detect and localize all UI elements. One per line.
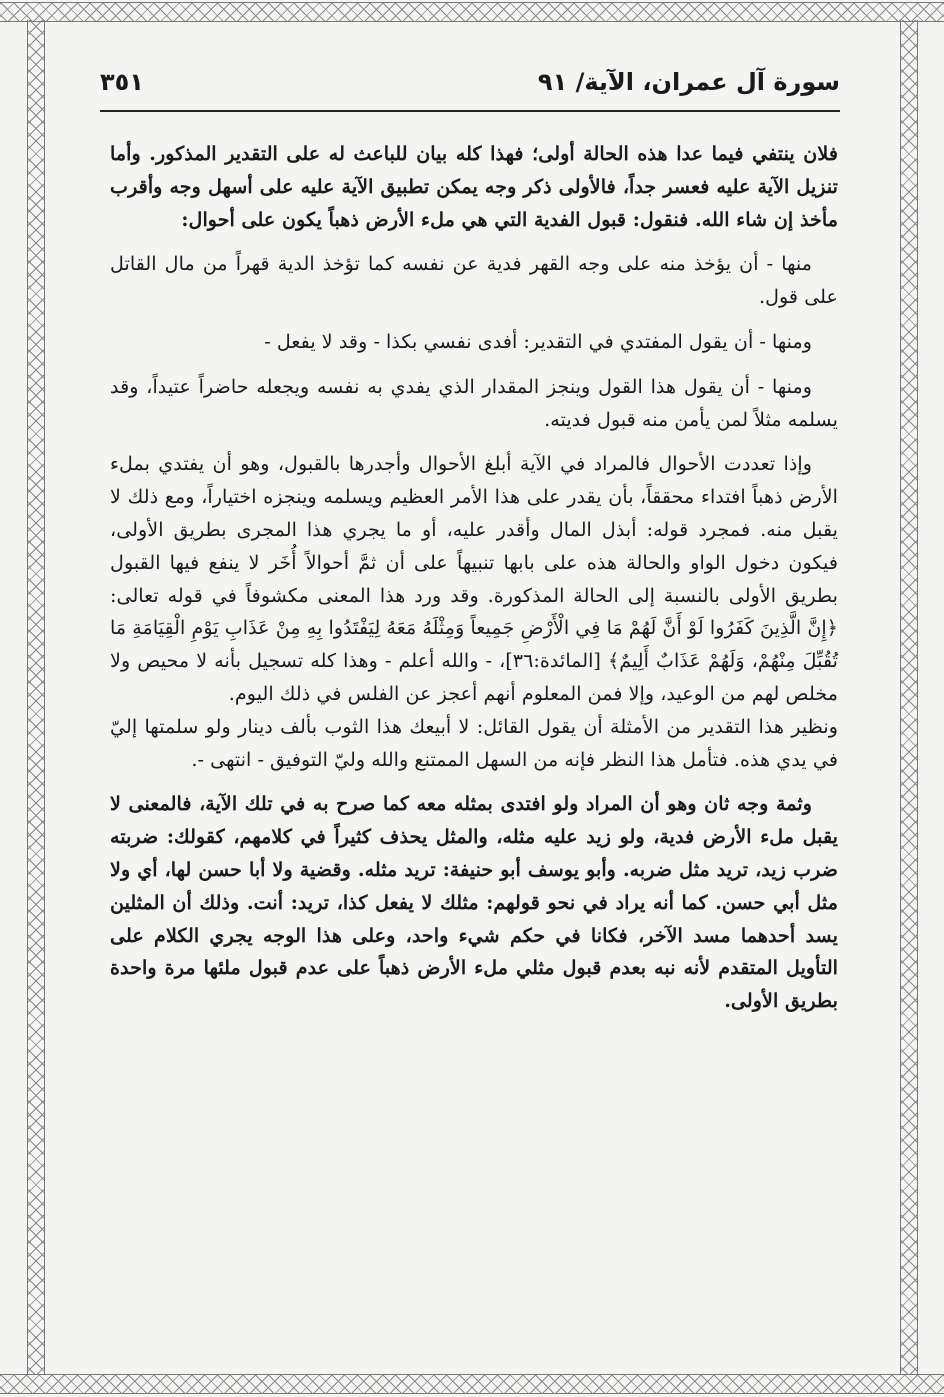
paragraph-3: ومنها - أن يقول المفتدي في التقدير: أفدى نفسي بكذا - وقد لا يفعل -: [264, 329, 812, 353]
paragraph-7: وثمة وجه ثان وهو أن المراد ولو افتدى بمثله معه كما صرح به في تلك الآية، فالمعنى لا يقبل ملء الأرض فدية، ولو زيد عليه مثله، والمثل يحذف كثيراً في كلامهم، كقولك: ضربته ضرب زيد، تريد مثل ضربه. وأبو يوسف أبو حنيفة: تريد مثله. وقضية ولا أبا حسن لها، أي ولا مثل أبي حسن. كما أنه يراد في نحو قولهم: مثلك لا يفعل كذا، تريد: أنت. وذلك أن المثلين يسد أحدهما مسد الآخر، فكانا في حكم شيء واحد، وعلى هذا الوجه يجري الكلام على التأويل المتقدم لأنه نبه بعدم قبول مثلي ملء الأرض ذهباً على عدم قبول ملئها مرة واحدة بطريق الأولى.: [110, 792, 838, 1013]
page-number: ٣٥١: [100, 68, 144, 96]
page-border-right: [900, 20, 918, 1374]
paragraph-6: ونظير هذا التقدير من الأمثلة أن يقول القائل: لا أبيعك هذا الثوب بألف دينار ولو سلمتها إليّ في يدي هذه. فتأمل هذا النظر فإنه من السهل الممتنع والله وليّ التوفيق - انتهى -.: [110, 714, 838, 771]
running-header: [100, 66, 840, 110]
header-rule: [100, 110, 840, 112]
surah-verse-title: سورة آل عمران، الآية/ ٩١: [537, 68, 840, 96]
paragraph-4: ومنها - أن يقول هذا القول وينجز المقدار الذي يفدي به نفسه ويجعله حاضراً عتيداً، وقد يسلمه مثلاً لمن يأمن منه قبول فديته.: [110, 374, 838, 431]
paragraph-5: وإذا تعددت الأحوال فالمراد في الآية أبلغ الأحوال وأجدرها بالقبول، وهو أن يفتدي بملء الأرض ذهباً افتداء محققاً، بأن يقدر على هذا الأمر العظيم ويسلمه وينجزه اختياراً، ومع ذلك لا يقبل منه. فمجرد قوله: أبذل المال وأقدر عليه، أو ما يجري هذا المجرى بطريق الأولى، فيكون دخول الواو والحالة هذه على بابها تنبيهاً على أن ثمَّ أحوالاً أُخَر لا ينفع فيها القبول بطريق الأولى بالنسبة إلى الحالة المذكورة. وقد ورد هذا المعنى مكشوفاً في قوله تعالى: ﴿إِنَّ الَّذِينَ كَفَرُوا لَوْ أَنَّ لَهُمْ مَا فِي الْأَرْضِ جَمِيعاً وَمِثْلَهُ مَعَهُ لِيَفْتَدُوا بِهِ مِنْ عَذَابِ يَوْمِ الْقِيَامَةِ مَا تُقُبِّلَ مِنْهُمْ، وَلَهُمْ عَذَابٌ أَلِيمٌ﴾ [المائدة:٣٦]، - والله أعلم - وهذا كله تسجيل بأنه لا محيص ولا مخلص لهم من الوعيد، وإلا فمن المعلوم أنهم أعجز عن الفلس في ذلك اليوم.: [110, 452, 839, 705]
page-border-left: [27, 20, 45, 1374]
page-border-bottom: [0, 1374, 944, 1394]
page-border-top: [0, 2, 944, 22]
paragraph-2: منها - أن يؤخذ منه على وجه القهر فدية عن نفسه كما تؤخذ الدية قهراً من مال القاتل على قول.: [110, 252, 838, 309]
page-body: [110, 138, 838, 1030]
paragraph-1: فلان ينتفي فيما عدا هذه الحالة أولى؛ فهذا كله بيان للباعث له على التقدير المذكور. وأما تنزيل الآية عليه فعسر جداً، فالأولى ذكر وجه يمكن تطبيق الآية عليه على أسهل وجه وأقرب مأخذ إن شاء الله. فنقول: قبول الفدية التي هي ملء الأرض ذهباً يكون على أحوال:: [110, 142, 838, 231]
